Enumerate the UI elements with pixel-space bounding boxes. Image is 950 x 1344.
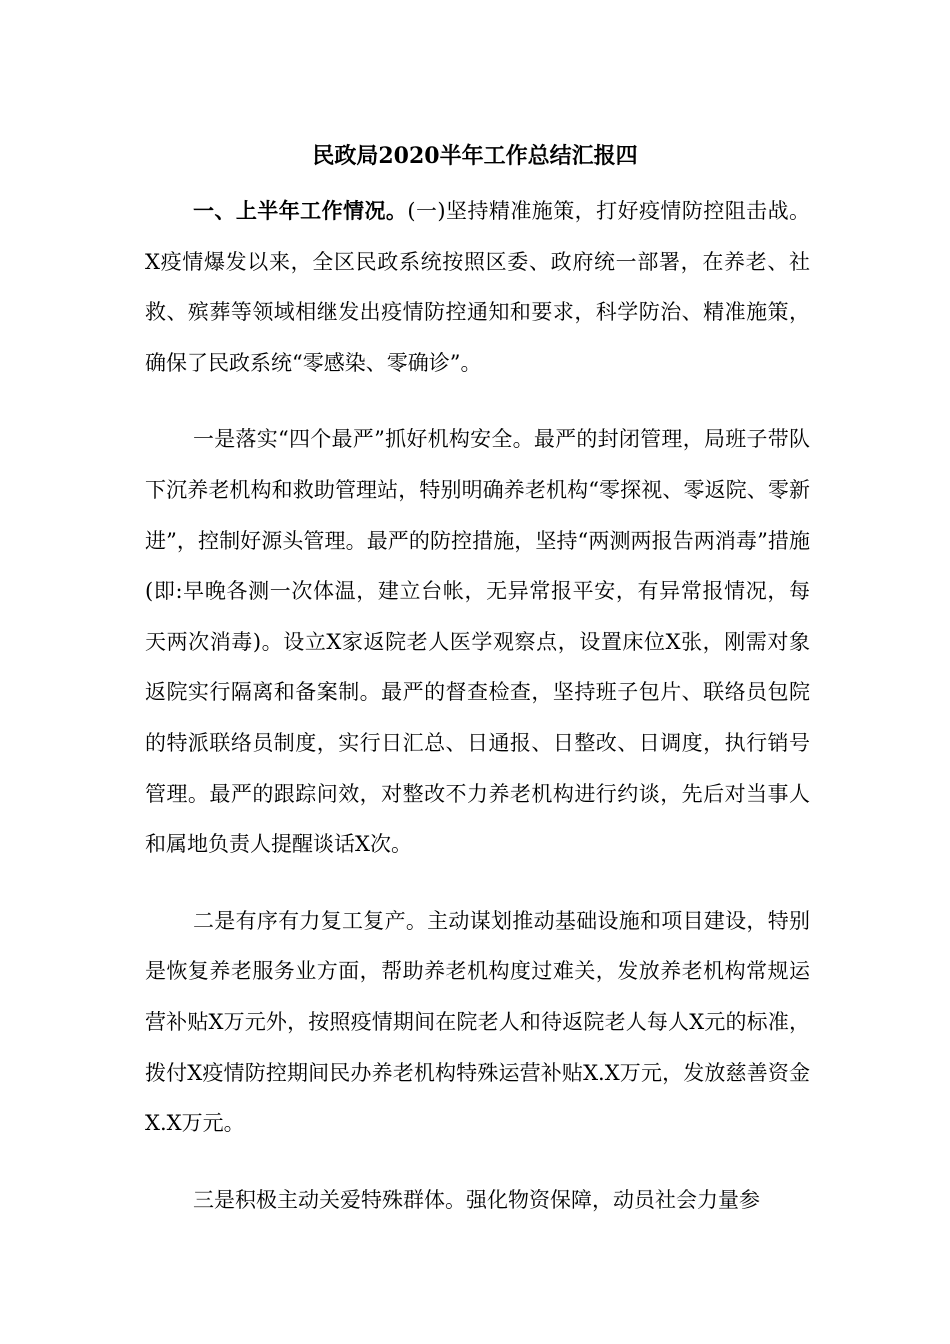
paragraph-4 — [145, 1175, 810, 1226]
document-title: 民政局2020半年工作总结汇报四 — [312, 143, 638, 169]
paragraph-text: 一是落实“四个最严”抓好机构安全。最严的封闭管理，局班子带队下沉养老机构和救助管理站，特别明确养老机构“零探视、零返院、零新进”，控制好源头管理。最严的防控措施，坚持“两测两报告两消毒”措施(即:早晚各测一次体温，建立台帐，无异常报平安，有异常报情况，每天两次消毒)。设立X家返院老人医学观察点，设置床位X张，刚需对象返院实行隔离和备案制。最严的督查检查，坚持班子包片、联络员包院的特派联络员制度，实行日汇总、日通报、日整改、日调度，执行销号管理。最严的跟踪问效，对整改不力养老机构进行约谈，先后对当事人和属地负责人提醒谈话X次。 — [145, 427, 810, 857]
section-heading: 一、上半年工作情况。 — [193, 198, 408, 223]
document-body — [145, 186, 810, 1251]
paragraph-1 — [145, 186, 810, 388]
paragraph-text: 二是有序有力复工复产。主动谋划推动基础设施和项目建设，特别是恢复养老服务业方面，帮助养老机构度过难关，发放养老机构常规运营补贴X万元外，按照疫情期间在院老人和待返院老人每人X元的标准，拨付X疫情防控期间民办养老机构特殊运营补贴X.X万元，发放慈善资金X.X万元。 — [145, 908, 810, 1136]
paragraph-text: 三是积极主动关爱特殊群体。强化物资保障，动员社会力量参 — [193, 1187, 760, 1212]
paragraph-2 — [145, 414, 810, 869]
paragraph-3 — [145, 896, 810, 1149]
paragraph-text: (一)坚持精准施策，打好疫情防控阻击战。X疫情爆发以来，全区民政系统按照区委、政府统一部署，在养老、社救、殡葬等领域相继发出疫情防控通知和要求，科学防治、精准施策，确保了民政系统“零感染、零确诊”。 — [145, 199, 811, 375]
